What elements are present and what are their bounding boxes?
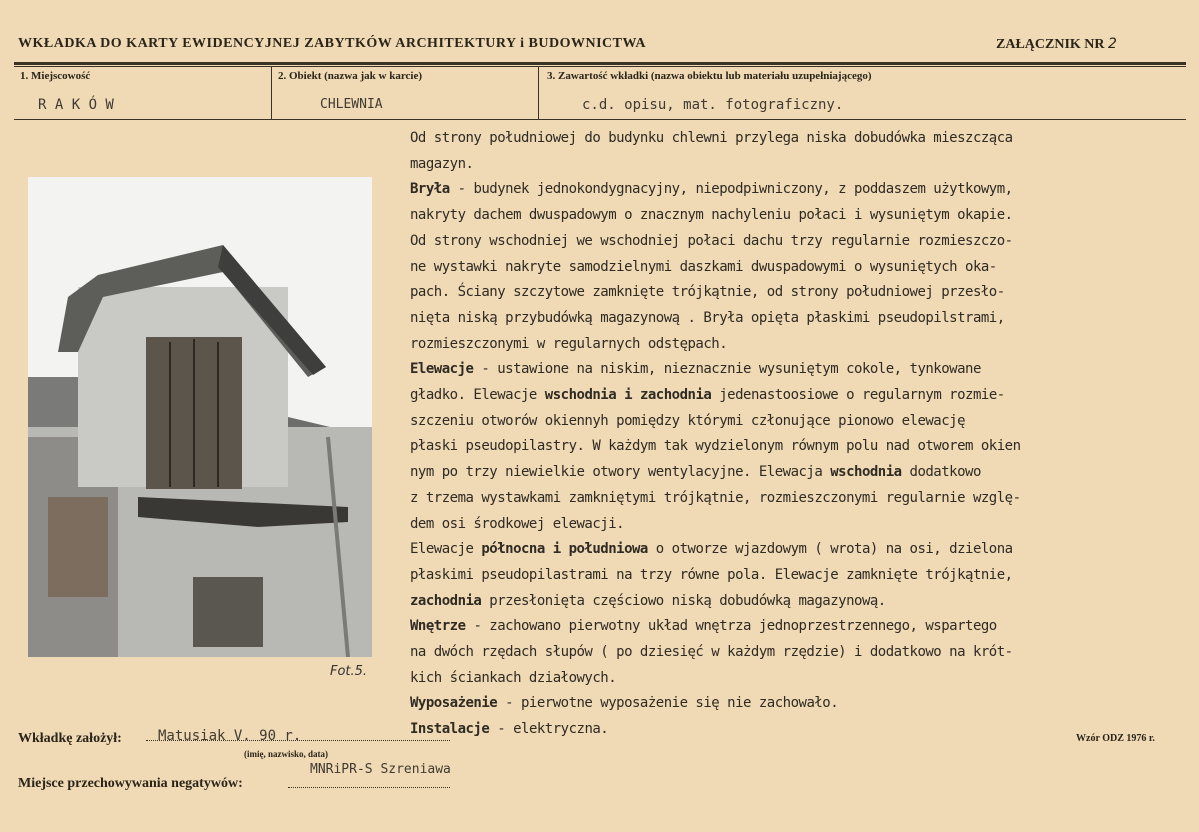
text-line [410,177,1186,203]
section-heading: Wnętrze [410,618,466,635]
annex-number: 2 [1108,36,1117,52]
text-segment: magazyn. [410,155,474,172]
section-heading: wschodnia i zachodnia [544,387,712,404]
top-rule-thin [14,66,1186,67]
text-segment: dem osi środkowej elewacji. [410,515,625,532]
object-label: 2. Obiekt (nazwa jak w karcie) [278,70,423,82]
text-segment: płaski pseudopilastry. W każdym tak wydzielonym równym polu nad otworem okien [410,438,1021,455]
text-line [410,460,1186,486]
text-segment: na dwóch rzędach słupów ( po dziesięć w każdym rzędzie) i dodatkowo na krót- [410,644,1013,661]
text-segment: - budynek jednokondygnacyjny, niepodpiwniczony, z poddaszem użytkowym, [449,181,1013,198]
text-line [410,306,1186,332]
created-by-hint: (imię, nazwisko, data) [244,749,328,759]
text-segment: jedenastoosiowe o regularnym rozmie- [711,387,1005,404]
text-segment: nakryty dachem dwuspadowym o znacznym nachyleniu połaci i wysuniętym okapie. [410,207,1013,224]
section-heading: Instalacje [410,721,490,738]
text-line [410,357,1186,383]
text-line [410,203,1186,229]
text-segment: Od strony wschodniej we wschodniej połaci dachu trzy regularnie rozmieszczo- [410,232,1013,249]
text-segment: rozmieszczonymi w regularnych odstępach. [410,335,728,352]
text-segment: Elewacje [410,541,482,558]
text-segment: pach. Ściany szczytowe zamknięte trójkątnie, od strony południowej przesło- [410,284,1005,301]
section-heading: Elewacje [410,361,474,378]
text-segment: ne wystawki nakryte samodzielnymi daszkami dwuspadowymi o wysuniętych oka- [410,258,997,275]
form-code: Wzór ODZ 1976 r. [1076,733,1155,744]
object-value: CHLEWNIA [320,97,383,112]
section-heading: północna i południowa [481,541,648,558]
text-segment: szczeniu otworów okiennyh pomiędzy którymi członujące pionowo elewację [410,412,966,429]
content-value: c.d. opisu, mat. fotograficzny. [582,97,844,113]
content-label: 3. Zawartość wkładki (nazwa obiektu lub materiału uzupełniającego) [547,70,872,82]
text-line [410,640,1186,666]
text-segment: - elektryczna. [489,721,609,738]
text-line [410,537,1186,563]
text-line [410,126,1186,152]
section-heading: Wyposażenie [410,695,498,712]
text-line [410,486,1186,512]
description-text [410,126,1186,743]
locality-label: 1. Miejscowość [20,70,91,82]
text-line [410,589,1186,615]
text-segment: - zachowano pierwotny układ wnętrza jednoprzestrzennego, wspartego [465,618,997,635]
section-heading: Bryła [410,181,450,198]
storage-line [288,787,450,788]
text-segment: kich ściankach działowych. [410,669,617,686]
text-segment: o otworze wjazdowym ( wrota) na osi, dzielona [647,541,1013,558]
section-heading: zachodnia [410,592,482,609]
created-by-label: Wkładkę założył: [18,731,122,746]
text-line [410,332,1186,358]
card-title: WKŁADKA DO KARTY EWIDENCYJNEJ ZABYTKÓW ARCHITEKTURY i BUDOWNICTWA [18,36,647,51]
text-segment: przesłonięta częściowo niską dobudówką magazynową. [481,592,886,609]
text-segment: z trzema wystawkami zamkniętymi trójkątnie, rozmieszczonymi regularnie wzglę- [410,489,1021,506]
created-by-value: Matusiak V. 90 r. [158,728,302,744]
text-line [410,563,1186,589]
text-line [410,434,1186,460]
text-line [410,229,1186,255]
text-segment: - pierwotne wyposażenie się nie zachowało. [497,695,839,712]
text-line [410,255,1186,281]
locality-value: R A K Ó W [38,97,114,113]
building-photo [28,177,372,657]
text-line [410,409,1186,435]
text-line [410,280,1186,306]
text-line [410,717,1186,743]
text-segment: - ustawione na niskim, nieznacznie wysuniętym cokole, tynkowane [473,361,981,378]
text-segment: Od strony południowej do budynku chlewni przylega niska dobudówka mieszcząca [410,130,1013,146]
text-line [410,512,1186,538]
storage-value: MNRiPR-S Szreniawa [310,762,451,777]
text-segment: płaskimi pseudopilastrami na trzy równe pola. Elewacje zamknięte trójkątnie, [410,566,1013,583]
text-line [410,614,1186,640]
text-line [410,691,1186,717]
top-double-rule [14,62,1186,65]
text-line [410,383,1186,409]
text-line [410,152,1186,178]
section-heading: wschodnia [830,464,902,481]
text-segment: nięta niską przybudówką magazynową . Bryła opięta płaskimi pseudopilstrami, [410,309,1005,326]
text-segment: dodatkowo [901,464,981,481]
storage-label: Miejsce przechowywania negatywów: [18,776,243,791]
header-bottom-rule [14,119,1186,120]
photo-caption: Fot.5. [330,664,368,679]
text-segment: nym po trzy niewielkie otwory wentylacyjne. Elewacja [410,464,831,481]
annex-label: ZAŁĄCZNIK NR 2 [996,36,1117,52]
column-divider [538,66,539,120]
dovecote-dormer-illustration [28,177,372,657]
text-line [410,666,1186,692]
text-segment: gładko. Elewacje [410,387,545,404]
column-divider [271,66,272,120]
